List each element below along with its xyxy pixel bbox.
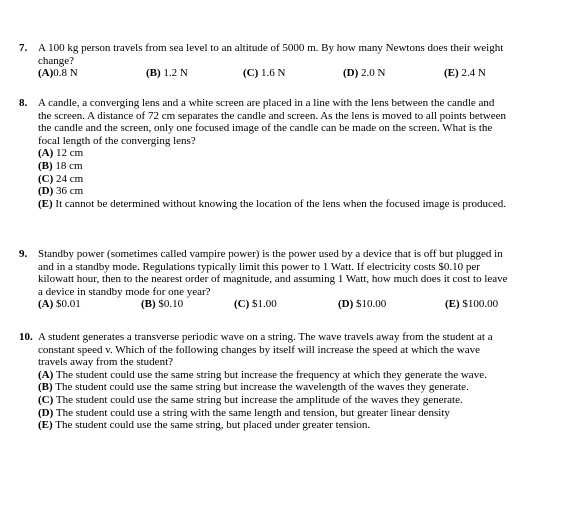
question-stem: A candle, a converging lens and a white screen are placed in a line with the lens between the candle and the screen. A distance of 72 cm separates the candle and screen. As the lens is moved to all points between the candle and the screen, only one focused image of the candle can be made on the screen. What is the focal length of the converging lens?: [38, 97, 506, 147]
choice-text: 18 cm: [55, 159, 83, 172]
choice-b: [141, 298, 234, 311]
choice-text: 24 cm: [56, 172, 84, 185]
question-number: 9.: [19, 248, 28, 260]
choice-text: $10.00: [356, 298, 387, 311]
choice-a: [38, 67, 146, 80]
question-number: 8.: [19, 97, 28, 109]
choice-label: (B): [146, 67, 161, 80]
choice-label: (C): [38, 393, 54, 406]
choice-text: The student could use a string with the same length and tension, but greater linear density: [55, 406, 450, 419]
choice-text: 2.0 N: [361, 67, 386, 80]
choice-a: [38, 298, 141, 311]
choice-d: [338, 298, 445, 311]
question-8: [19, 97, 509, 210]
answer-choices: [19, 298, 509, 311]
choice-text: 0.8 N: [53, 67, 78, 80]
choice-a: [38, 147, 509, 160]
answer-choices: [19, 369, 509, 432]
choice-c: [234, 298, 338, 311]
choice-text: It cannot be determined without knowing the location of the lens when the focused image is produced.: [55, 197, 506, 210]
choice-label: (B): [38, 159, 53, 172]
choice-label: (C): [243, 67, 259, 80]
answer-choices: [19, 67, 509, 80]
choice-text: 1.2 N: [163, 67, 188, 80]
question-stem: Standby power (sometimes called vampire power) is the power used by a device that is off but plugged in and in a standby mode. Regulations typically limit this power to 1 Watt. If electricity costs $0.10 per kilowatt hour, then to the nearest order of magnitude, and assuming 1 Watt, how much does it cost to leave a device in standby mode for one year?: [38, 248, 508, 298]
choice-b: [38, 381, 509, 394]
choice-d: [343, 67, 444, 80]
choice-label: (A): [38, 67, 54, 80]
choice-text: $100.00: [462, 298, 499, 311]
choice-b: [146, 67, 243, 80]
choice-a: [38, 369, 509, 382]
choice-text: The student could use the same string, but placed under greater tension.: [55, 419, 371, 432]
question-10: [19, 331, 509, 432]
question-number: 7.: [19, 42, 28, 54]
choice-label: (A): [38, 147, 54, 160]
choice-label: (C): [234, 298, 250, 311]
question-7-header: [19, 42, 509, 67]
choice-c: [243, 67, 343, 80]
choice-b: [38, 160, 509, 173]
choice-label: (B): [38, 381, 53, 394]
choice-text: 12 cm: [56, 147, 84, 160]
question-9: [19, 248, 509, 311]
choice-text: $0.10: [158, 298, 184, 311]
question-number: 10.: [19, 331, 33, 343]
choice-d: [38, 185, 509, 198]
choice-label: (C): [38, 172, 54, 185]
choice-label: (E): [445, 298, 460, 311]
choice-e: [444, 67, 486, 80]
choice-label: (A): [38, 298, 54, 311]
choice-text: The student could use the same string but increase the amplitude of the waves they generate.: [55, 393, 463, 406]
choice-e: [38, 198, 509, 211]
choice-label: (D): [38, 406, 54, 419]
choice-d: [38, 407, 509, 420]
choice-label: (A): [38, 368, 54, 381]
choice-label: (D): [343, 67, 359, 80]
question-10-header: [19, 331, 509, 369]
choice-text: 1.6 N: [261, 67, 286, 80]
choice-label: (E): [38, 419, 53, 432]
choice-e: [445, 298, 498, 311]
question-7: [19, 42, 509, 80]
question-9-header: [19, 248, 509, 298]
question-stem: A 100 kg person travels from sea level to an altitude of 5000 m. By how many Newtons does their weight change?: [38, 42, 504, 67]
question-8-header: [19, 97, 509, 147]
choice-text: 2.4 N: [461, 67, 486, 80]
choice-text: $1.00: [252, 298, 277, 311]
choice-label: (D): [38, 185, 54, 198]
choice-c: [38, 173, 509, 186]
choice-text: 36 cm: [56, 185, 84, 198]
choice-label: (E): [38, 197, 53, 210]
question-stem: A student generates a transverse periodic wave on a string. The wave travels away from the student at a constant speed v. Which of the following changes by itself will increase the speed at which the wave travels away from the student?: [38, 331, 493, 369]
choice-text: The student could use the same string but increase the wavelength of the waves they generate.: [55, 381, 469, 394]
choice-text: The student could use the same string but increase the frequency at which they generate the wave.: [55, 368, 487, 381]
choice-e: [38, 419, 509, 432]
answer-choices: [19, 147, 509, 210]
choice-label: (B): [141, 298, 156, 311]
choice-text: $0.01: [56, 298, 81, 311]
choice-label: (D): [338, 298, 354, 311]
choice-c: [38, 394, 509, 407]
choice-label: (E): [444, 67, 459, 80]
